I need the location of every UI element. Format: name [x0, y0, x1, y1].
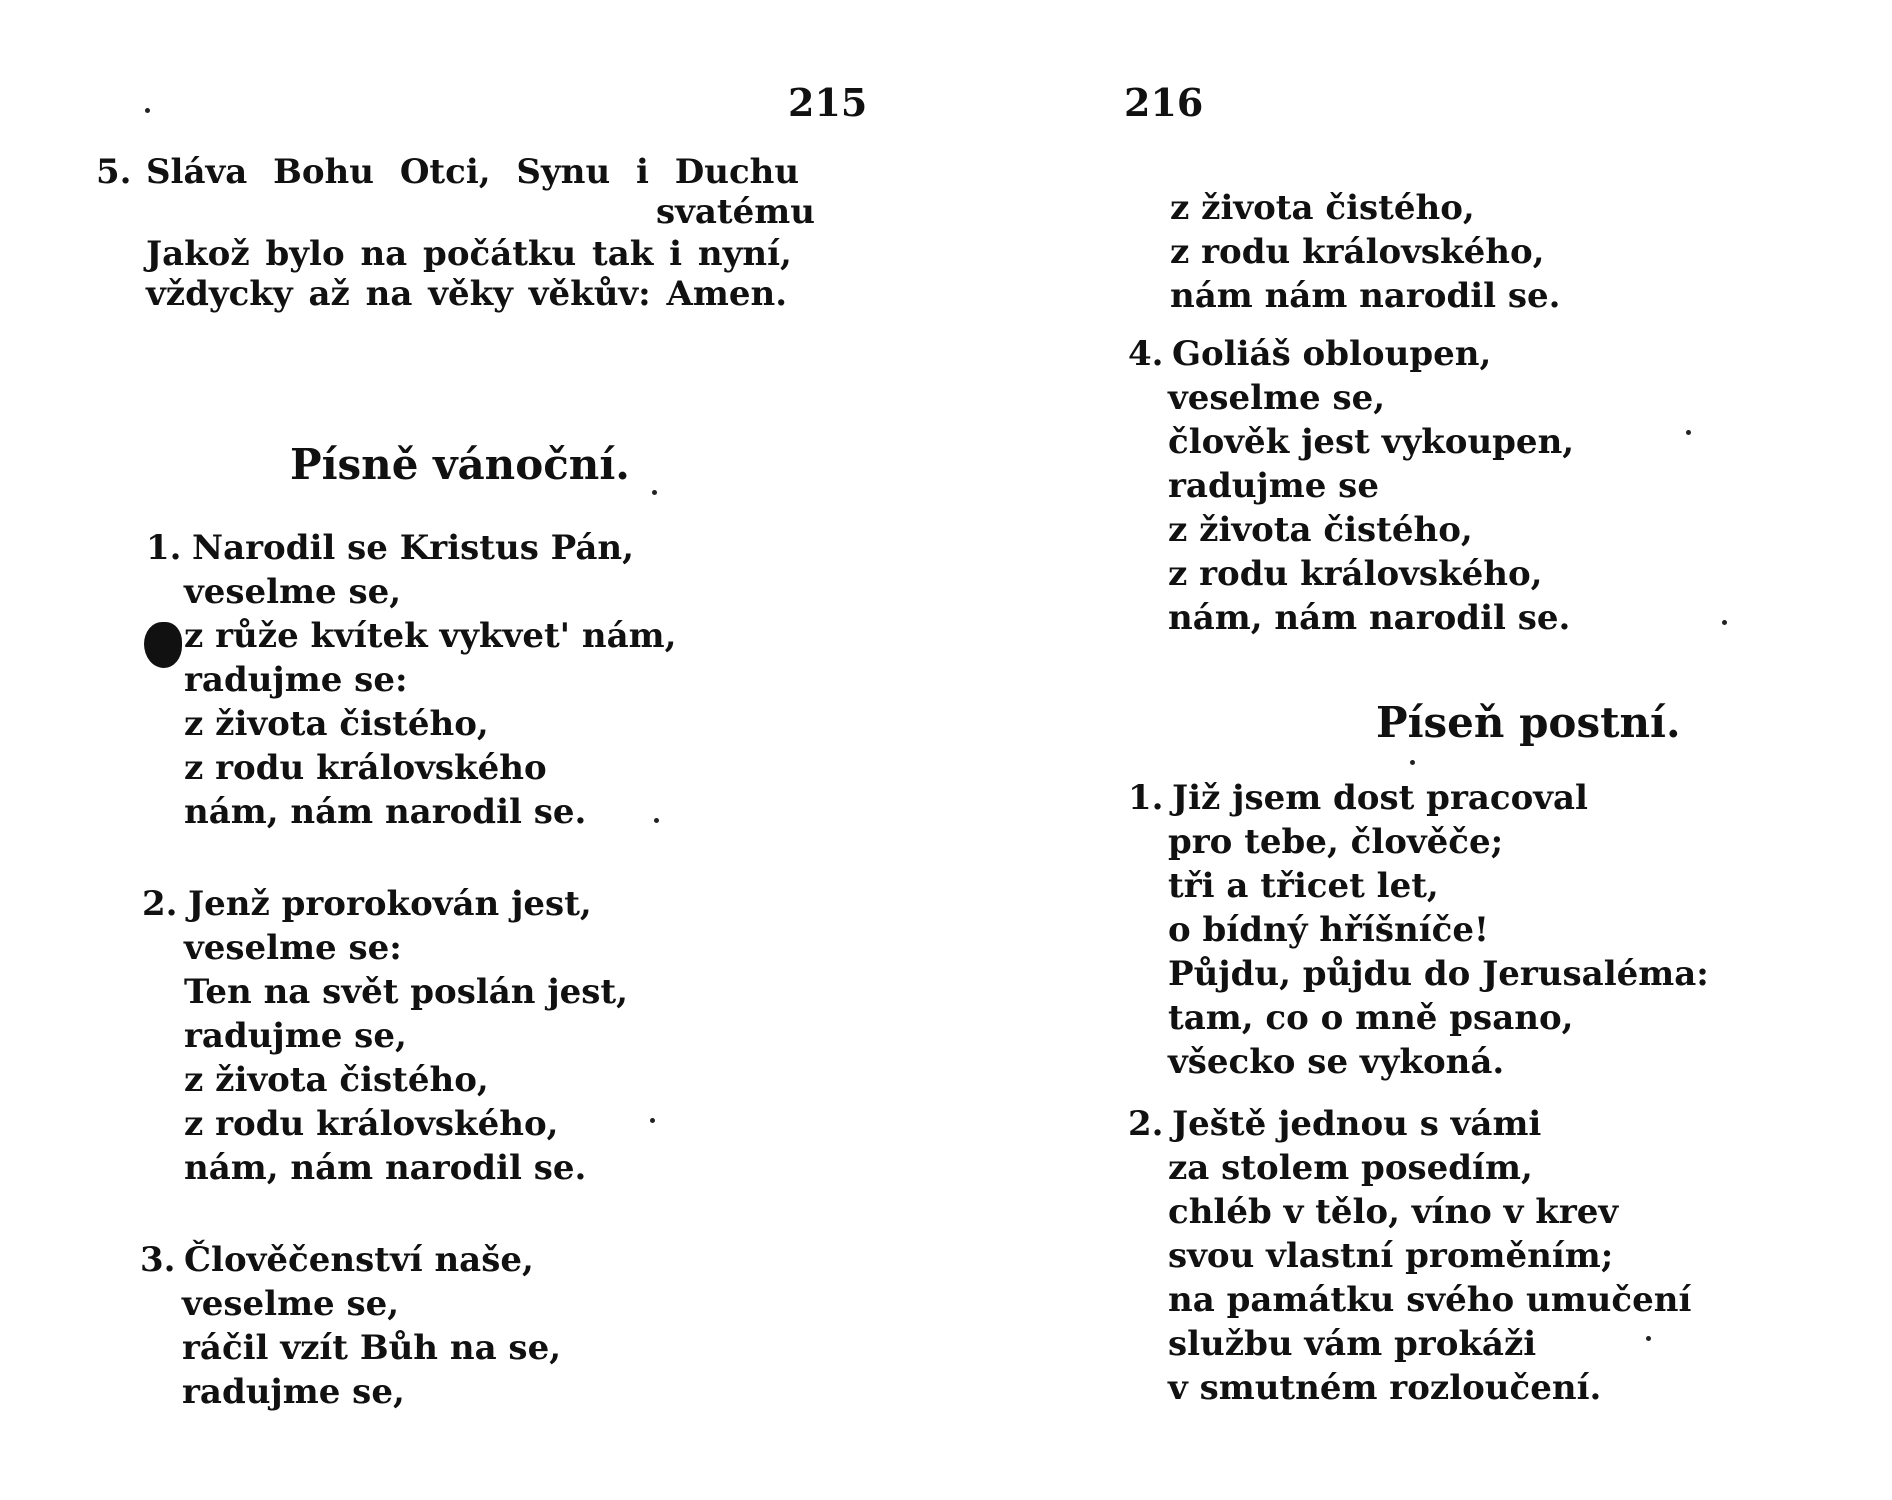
verse-line: Narodil se Kristus Pán,: [192, 528, 634, 568]
verse-line: službu vám prokáži: [1168, 1324, 1537, 1364]
verse-line: nám, nám narodil se.: [1168, 598, 1571, 638]
verse-line: z rodu královského,: [184, 1104, 559, 1144]
verse-line: člověk jest vykoupen,: [1168, 422, 1575, 462]
verse-line: z rodu královského: [184, 748, 547, 788]
ink-speck: [1410, 760, 1415, 765]
verse-line: veselme se,: [1168, 378, 1386, 418]
verse-line: Goliáš obloupen,: [1172, 334, 1492, 374]
verse-number: 5.: [96, 152, 132, 192]
verse-line: z růže kvítek vykvet' nám,: [184, 616, 677, 656]
verse-line: z rodu královského,: [1168, 554, 1543, 594]
verse-number: 2.: [1128, 1104, 1164, 1144]
verse-line: nám, nám narodil se.: [184, 792, 587, 832]
right-page: [946, 0, 1892, 1500]
verse-line: Ještě jednou s vámi: [1172, 1104, 1542, 1144]
verse-number: 4.: [1128, 334, 1164, 374]
ink-blot: [144, 622, 182, 668]
verse-number: 3.: [140, 1240, 176, 1280]
verse-line: o bídný hříšníče!: [1168, 910, 1489, 950]
verse-line: Jakož bylo na počátku tak i nyní,: [146, 234, 792, 274]
verse-line: v smutném rozloučení.: [1168, 1368, 1602, 1408]
ink-speck: [145, 108, 150, 113]
verse-line: radujme se:: [184, 660, 408, 700]
verse-line: z života čistého,: [1168, 510, 1473, 550]
verse-line: tam, co o mně psano,: [1168, 998, 1574, 1038]
verse-line: z života čistého,: [1170, 188, 1475, 228]
verse-line: Jenž prorokován jest,: [188, 884, 592, 924]
verse-line: nám, nám narodil se.: [184, 1148, 587, 1188]
verse-line: Sláva Bohu Otci, Synu i Duchu: [146, 152, 800, 192]
verse-line: Člověčenství naše,: [184, 1240, 534, 1280]
verse-line: pro tebe, člověče;: [1168, 822, 1504, 862]
verse-line: radujme se,: [182, 1372, 405, 1412]
verse-line: veselme se,: [184, 572, 402, 612]
page-number: 215: [788, 80, 868, 125]
verse-line: z života čistého,: [184, 1060, 489, 1100]
verse-line: chléb v tělo, víno v krev: [1168, 1192, 1619, 1232]
verse-line: na památku svého umučení: [1168, 1280, 1692, 1320]
verse-line: nám nám narodil se.: [1170, 276, 1561, 316]
verse-line: veselme se:: [184, 928, 402, 968]
verse-line: Ten na svět poslán jest,: [184, 972, 628, 1012]
ink-speck: [1722, 620, 1727, 625]
verse-line: svatému: [656, 192, 815, 232]
ink-speck: [654, 818, 659, 823]
verse-line: radujme se: [1168, 466, 1379, 506]
verse-line: za stolem posedím,: [1168, 1148, 1533, 1188]
section-heading: Píseň postní.: [1376, 698, 1681, 747]
verse-line: z života čistého,: [184, 704, 489, 744]
page-number: 216: [1124, 80, 1204, 125]
verse-line: svou vlastní proměním;: [1168, 1236, 1614, 1276]
verse-line: veselme se,: [182, 1284, 400, 1324]
ink-speck: [652, 490, 657, 495]
verse-line: radujme se,: [184, 1016, 407, 1056]
verse-number: 1.: [146, 528, 182, 568]
ink-speck: [1686, 430, 1691, 435]
verse-number: 1.: [1128, 778, 1164, 818]
verse-line: ráčil vzít Bůh na se,: [182, 1328, 562, 1368]
verse-line: z rodu královského,: [1170, 232, 1545, 272]
verse-line: vždycky až na věky věkův: Amen.: [146, 274, 788, 314]
verse-line: Již jsem dost pracoval: [1172, 778, 1588, 818]
ink-speck: [650, 1118, 655, 1123]
verse-line: tři a třicet let,: [1168, 866, 1439, 906]
section-heading: Písně vánoční.: [290, 440, 630, 489]
verse-number: 2.: [142, 884, 178, 924]
verse-line: všecko se vykoná.: [1168, 1042, 1505, 1082]
ink-speck: [1646, 1336, 1651, 1341]
verse-line: Půjdu, půjdu do Jerusaléma:: [1168, 954, 1709, 994]
